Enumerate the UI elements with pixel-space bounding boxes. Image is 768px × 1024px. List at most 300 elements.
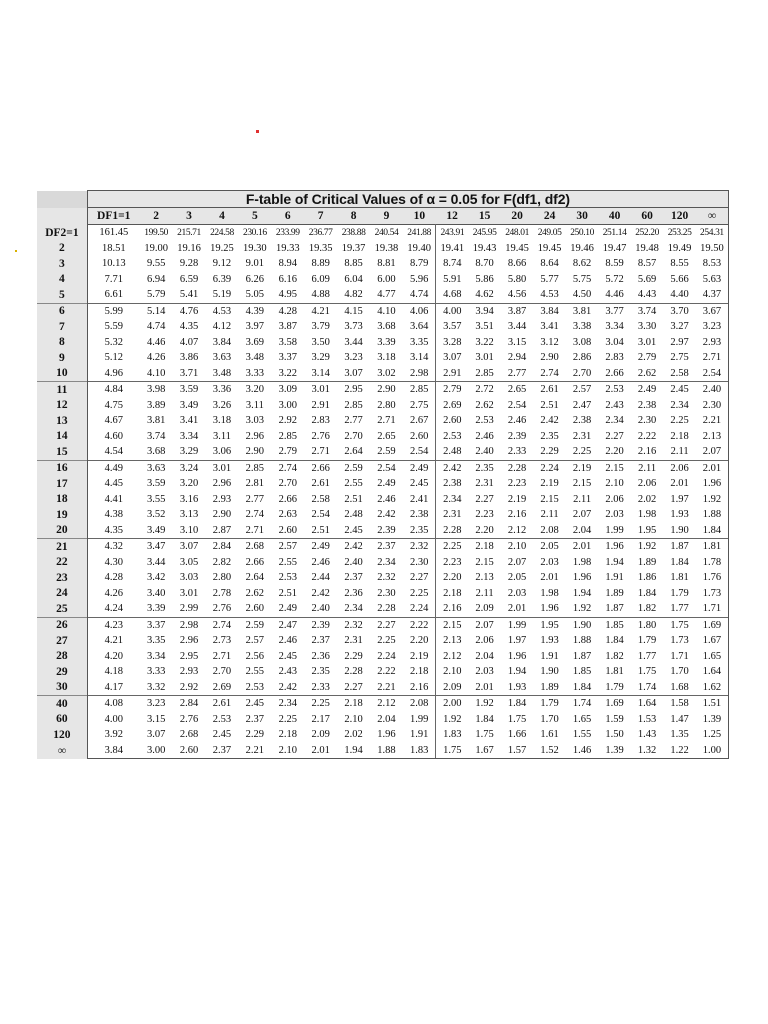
table-cell: 2.97: [663, 335, 696, 351]
table-cell: 6.09: [304, 272, 337, 288]
table-cell: 3.84: [533, 303, 566, 319]
table-cell: 3.35: [403, 335, 436, 351]
table-cell: 1.79: [598, 680, 631, 696]
row-header: 9: [37, 350, 87, 366]
table-cell: 3.74: [140, 429, 173, 445]
table-cell: 3.47: [140, 539, 173, 555]
table-row: [37, 366, 729, 382]
table-cell: 3.41: [533, 319, 566, 335]
table-cell: 2.55: [337, 476, 370, 492]
table-cell: 4.07: [173, 335, 206, 351]
table-cell: 243.91: [436, 225, 469, 241]
table-cell: 2.99: [173, 601, 206, 617]
table-cell: 1.75: [436, 743, 469, 759]
row-header: 8: [37, 335, 87, 351]
table-cell: 6.26: [238, 272, 271, 288]
table-cell: 2.28: [337, 664, 370, 680]
table-cell: 19.49: [663, 241, 696, 257]
table-cell: 2.39: [501, 429, 534, 445]
table-cell: 1.64: [631, 696, 664, 712]
table-cell: 1.66: [501, 727, 534, 743]
table-cell: 3.42: [140, 570, 173, 586]
table-cell: 2.70: [205, 664, 238, 680]
row-header: DF2=1: [37, 225, 87, 241]
table-cell: 2.37: [337, 570, 370, 586]
row-header: 27: [37, 633, 87, 649]
table-cell: 2.77: [501, 366, 534, 382]
row-header: 120: [37, 727, 87, 743]
table-cell: 3.59: [140, 476, 173, 492]
table-cell: 2.74: [205, 617, 238, 633]
table-cell: 3.10: [173, 523, 206, 539]
table-cell: 2.32: [337, 617, 370, 633]
table-cell: 19.16: [173, 241, 206, 257]
table-cell: 1.96: [566, 570, 599, 586]
table-cell: 5.63: [696, 272, 729, 288]
table-cell: 1.85: [598, 617, 631, 633]
table-cell: 2.61: [533, 382, 566, 398]
table-cell: 1.97: [663, 492, 696, 508]
table-cell: 2.65: [501, 382, 534, 398]
table-row: [37, 444, 729, 460]
table-cell: 2.24: [533, 460, 566, 476]
table-cell: 1.61: [533, 727, 566, 743]
row-header: 21: [37, 539, 87, 555]
table-row: [37, 272, 729, 288]
table-cell: 238.88: [337, 225, 370, 241]
table-cell: 8.64: [533, 256, 566, 272]
table-cell: 2.74: [271, 460, 304, 476]
table-cell: 1.87: [663, 539, 696, 555]
table-cell: 2.53: [271, 570, 304, 586]
table-cell: 2.28: [370, 601, 403, 617]
column-header: 6: [271, 208, 304, 225]
table-cell: 1.82: [631, 601, 664, 617]
table-cell: 2.76: [205, 601, 238, 617]
table-cell: 2.07: [696, 444, 729, 460]
table-row: [37, 350, 729, 366]
table-cell: 2.38: [631, 398, 664, 414]
table-row: [37, 287, 729, 303]
table-cell: 3.06: [205, 444, 238, 460]
table-cell: 2.45: [271, 649, 304, 665]
row-header: 11: [37, 382, 87, 398]
table-cell: 2.15: [598, 460, 631, 476]
table-cell: 215.71: [173, 225, 206, 241]
table-cell: 2.80: [370, 398, 403, 414]
table-cell: 4.49: [87, 460, 139, 476]
table-row: [37, 696, 729, 712]
table-cell: 2.34: [663, 398, 696, 414]
table-cell: 2.41: [403, 492, 436, 508]
row-header: 26: [37, 617, 87, 633]
table-cell: 3.63: [140, 460, 173, 476]
table-cell: 2.22: [403, 617, 436, 633]
table-cell: 1.79: [631, 633, 664, 649]
table-cell: 2.48: [337, 507, 370, 523]
table-cell: 3.32: [140, 680, 173, 696]
table-cell: 3.57: [436, 319, 469, 335]
table-cell: 4.53: [533, 287, 566, 303]
table-cell: 2.06: [663, 460, 696, 476]
table-cell: 2.93: [205, 492, 238, 508]
row-header: 10: [37, 366, 87, 382]
table-cell: 2.42: [436, 460, 469, 476]
table-row: [37, 507, 729, 523]
table-cell: 4.26: [140, 350, 173, 366]
table-row: [37, 664, 729, 680]
table-cell: 2.19: [403, 649, 436, 665]
table-cell: 2.21: [370, 680, 403, 696]
table-cell: 6.61: [87, 287, 139, 303]
table-cell: 2.29: [533, 444, 566, 460]
table-cell: 4.46: [140, 335, 173, 351]
row-header: 13: [37, 413, 87, 429]
table-cell: 3.04: [598, 335, 631, 351]
table-cell: 2.00: [436, 696, 469, 712]
table-cell: 3.79: [304, 319, 337, 335]
table-cell: 4.28: [87, 570, 139, 586]
table-row: [37, 460, 729, 476]
table-cell: 2.13: [468, 570, 501, 586]
table-row: [37, 680, 729, 696]
table-cell: 4.95: [271, 287, 304, 303]
table-cell: 2.43: [598, 398, 631, 414]
table-cell: 3.22: [468, 335, 501, 351]
table-cell: 2.49: [370, 476, 403, 492]
table-cell: 3.52: [140, 507, 173, 523]
table-cell: 1.65: [696, 649, 729, 665]
table-cell: 2.62: [468, 398, 501, 414]
table-cell: 2.19: [533, 476, 566, 492]
table-cell: 2.68: [173, 727, 206, 743]
table-cell: 8.70: [468, 256, 501, 272]
table-cell: 3.84: [87, 743, 139, 759]
table-cell: 3.09: [271, 382, 304, 398]
table-cell: 2.17: [304, 712, 337, 728]
table-cell: 5.79: [140, 287, 173, 303]
table-cell: 3.14: [304, 366, 337, 382]
table-cell: 2.03: [501, 586, 534, 602]
table-cell: 2.04: [468, 649, 501, 665]
table-cell: 18.51: [87, 241, 139, 257]
table-cell: 1.92: [566, 601, 599, 617]
table-cell: 2.35: [304, 664, 337, 680]
row-header: 5: [37, 287, 87, 303]
table-cell: 2.33: [304, 680, 337, 696]
table-cell: 1.89: [598, 586, 631, 602]
table-cell: 2.15: [436, 617, 469, 633]
table-cell: 2.01: [304, 743, 337, 759]
table-cell: 3.30: [631, 319, 664, 335]
table-cell: 1.75: [663, 617, 696, 633]
table-cell: 1.86: [631, 570, 664, 586]
table-cell: 4.18: [87, 664, 139, 680]
table-cell: 3.44: [501, 319, 534, 335]
table-cell: 2.18: [436, 586, 469, 602]
row-header: 18: [37, 492, 87, 508]
table-cell: 2.60: [271, 523, 304, 539]
table-cell: 2.37: [370, 539, 403, 555]
table-cell: 4.26: [87, 586, 139, 602]
table-cell: 2.67: [403, 413, 436, 429]
table-cell: 1.96: [696, 476, 729, 492]
table-cell: 9.55: [140, 256, 173, 272]
table-cell: 2.18: [337, 696, 370, 712]
table-cell: 2.05: [501, 570, 534, 586]
table-cell: 1.84: [598, 633, 631, 649]
table-cell: 2.25: [370, 633, 403, 649]
table-cell: 251.14: [598, 225, 631, 241]
table-cell: 2.34: [370, 555, 403, 571]
table-cell: 230.16: [238, 225, 271, 241]
table-cell: 3.34: [598, 319, 631, 335]
table-cell: 3.81: [140, 413, 173, 429]
table-row: [37, 601, 729, 617]
table-cell: 2.22: [631, 429, 664, 445]
table-cell: 2.57: [271, 539, 304, 555]
table-cell: 4.12: [205, 319, 238, 335]
table-cell: 4.75: [87, 398, 139, 414]
table-cell: 3.68: [140, 444, 173, 460]
table-cell: 5.12: [87, 350, 139, 366]
table-cell: 3.01: [468, 350, 501, 366]
table-cell: 2.95: [173, 649, 206, 665]
table-cell: 2.32: [403, 539, 436, 555]
table-cell: 2.63: [271, 507, 304, 523]
column-header: 40: [598, 208, 631, 225]
table-cell: 4.21: [304, 303, 337, 319]
table-cell: 2.85: [337, 398, 370, 414]
table-cell: 3.01: [205, 460, 238, 476]
table-cell: 4.15: [337, 303, 370, 319]
table-row: [37, 570, 729, 586]
table-cell: 1.90: [533, 664, 566, 680]
table-corner: [37, 191, 87, 208]
table-cell: 1.92: [631, 539, 664, 555]
table-cell: 1.77: [631, 649, 664, 665]
table-cell: 2.79: [436, 382, 469, 398]
table-cell: 2.20: [436, 570, 469, 586]
table-cell: 2.11: [533, 507, 566, 523]
column-header: DF1=1: [87, 208, 139, 225]
table-cell: 1.92: [468, 696, 501, 712]
table-cell: 2.92: [173, 680, 206, 696]
table-cell: 1.84: [468, 712, 501, 728]
table-cell: 2.58: [304, 492, 337, 508]
table-cell: 1.84: [696, 523, 729, 539]
table-cell: 3.01: [173, 586, 206, 602]
table-cell: 2.19: [566, 460, 599, 476]
table-cell: 1.78: [696, 555, 729, 571]
table-cell: 1.25: [696, 727, 729, 743]
table-cell: 1.90: [566, 617, 599, 633]
table-row: [37, 649, 729, 665]
table-cell: 4.23: [87, 617, 139, 633]
table-cell: 2.71: [205, 649, 238, 665]
table-cell: 2.56: [238, 649, 271, 665]
table-cell: 3.29: [304, 350, 337, 366]
table-cell: 1.94: [337, 743, 370, 759]
table-cell: 2.54: [696, 366, 729, 382]
table-cell: 252.20: [631, 225, 664, 241]
table-cell: 3.15: [501, 335, 534, 351]
table-cell: 1.93: [501, 680, 534, 696]
table-row: [37, 241, 729, 257]
table-cell: 2.15: [533, 492, 566, 508]
table-cell: 2.96: [173, 633, 206, 649]
table-cell: 1.00: [696, 743, 729, 759]
table-cell: 2.48: [436, 444, 469, 460]
table-cell: 1.93: [663, 507, 696, 523]
table-cell: 4.41: [87, 492, 139, 508]
row-header: 24: [37, 586, 87, 602]
table-cell: 1.64: [696, 664, 729, 680]
table-cell: 2.21: [696, 413, 729, 429]
table-cell: 3.01: [304, 382, 337, 398]
table-cell: 3.08: [566, 335, 599, 351]
table-cell: 2.53: [205, 712, 238, 728]
column-header: 7: [304, 208, 337, 225]
table-cell: 1.43: [631, 727, 664, 743]
table-cell: 4.32: [87, 539, 139, 555]
table-cell: 1.84: [501, 696, 534, 712]
table-cell: 2.02: [337, 727, 370, 743]
table-cell: 3.23: [337, 350, 370, 366]
table-cell: 2.74: [533, 366, 566, 382]
table-cell: 2.16: [631, 444, 664, 460]
table-cell: 3.27: [663, 319, 696, 335]
table-cell: 3.03: [173, 570, 206, 586]
table-cell: 1.76: [696, 570, 729, 586]
table-cell: 1.89: [533, 680, 566, 696]
table-cell: 5.59: [87, 319, 139, 335]
table-cell: 19.43: [468, 241, 501, 257]
table-cell: 3.69: [238, 335, 271, 351]
table-cell: 3.77: [598, 303, 631, 319]
table-cell: 1.94: [566, 586, 599, 602]
table-cell: 1.77: [663, 601, 696, 617]
table-cell: 2.92: [271, 413, 304, 429]
row-header: 30: [37, 680, 87, 696]
row-header: 17: [37, 476, 87, 492]
table-cell: 199.50: [140, 225, 173, 241]
table-cell: 2.30: [631, 413, 664, 429]
table-cell: 19.35: [304, 241, 337, 257]
table-cell: 3.18: [205, 413, 238, 429]
table-cell: 4.67: [87, 413, 139, 429]
table-cell: 1.93: [533, 633, 566, 649]
table-cell: 3.24: [173, 460, 206, 476]
table-cell: 1.87: [566, 649, 599, 665]
table-cell: 2.53: [468, 413, 501, 429]
table-cell: 2.10: [436, 664, 469, 680]
table-cell: 2.46: [370, 492, 403, 508]
row-header: 25: [37, 601, 87, 617]
table-cell: 1.83: [403, 743, 436, 759]
table-cell: 2.43: [271, 664, 304, 680]
table-cell: 4.76: [173, 303, 206, 319]
table-cell: 2.31: [566, 429, 599, 445]
table-cell: 2.73: [205, 633, 238, 649]
table-cell: 1.89: [631, 555, 664, 571]
table-cell: 1.32: [631, 743, 664, 759]
table-cell: 6.39: [205, 272, 238, 288]
table-cell: 3.48: [238, 350, 271, 366]
table-cell: 4.77: [370, 287, 403, 303]
table-cell: 2.46: [468, 429, 501, 445]
table-cell: 2.06: [598, 492, 631, 508]
table-cell: 1.53: [631, 712, 664, 728]
table-cell: 2.51: [271, 586, 304, 602]
column-header: 15: [468, 208, 501, 225]
table-cell: 3.50: [304, 335, 337, 351]
table-cell: 1.96: [533, 601, 566, 617]
table-cell: 1.50: [598, 727, 631, 743]
table-cell: 2.30: [696, 398, 729, 414]
table-row: [37, 382, 729, 398]
table-cell: 5.41: [173, 287, 206, 303]
table-cell: 2.40: [304, 601, 337, 617]
table-cell: 2.42: [304, 586, 337, 602]
table-cell: 2.79: [631, 350, 664, 366]
table-cell: 1.98: [533, 586, 566, 602]
table-cell: 2.66: [304, 460, 337, 476]
table-cell: 4.00: [87, 712, 139, 728]
table-cell: 4.37: [696, 287, 729, 303]
table-cell: 4.74: [140, 319, 173, 335]
table-cell: 2.74: [238, 507, 271, 523]
table-cell: 2.57: [566, 382, 599, 398]
table-cell: 2.98: [403, 366, 436, 382]
table-cell: 2.25: [663, 413, 696, 429]
row-header: 20: [37, 523, 87, 539]
table-cell: 4.40: [663, 287, 696, 303]
table-cell: 2.25: [304, 696, 337, 712]
table-cell: 6.59: [173, 272, 206, 288]
table-cell: 2.11: [663, 444, 696, 460]
table-cell: 1.80: [631, 617, 664, 633]
table-cell: 3.89: [140, 398, 173, 414]
table-cell: 3.18: [370, 350, 403, 366]
row-header: 60: [37, 712, 87, 728]
table-cell: 9.12: [205, 256, 238, 272]
table-cell: 5.69: [631, 272, 664, 288]
table-cell: 2.53: [598, 382, 631, 398]
table-cell: 2.32: [370, 570, 403, 586]
table-row: [37, 413, 729, 429]
table-cell: 5.66: [663, 272, 696, 288]
table-cell: 2.09: [436, 680, 469, 696]
row-header: 4: [37, 272, 87, 288]
table-cell: 2.02: [631, 492, 664, 508]
table-cell: 2.33: [501, 444, 534, 460]
table-cell: 1.52: [533, 743, 566, 759]
table-cell: 2.71: [370, 413, 403, 429]
table-cell: 3.33: [140, 664, 173, 680]
table-cell: 3.02: [370, 366, 403, 382]
table-cell: 2.61: [205, 696, 238, 712]
table-cell: 2.15: [566, 476, 599, 492]
table-cell: 1.88: [566, 633, 599, 649]
table-cell: 2.25: [566, 444, 599, 460]
table-cell: 2.35: [533, 429, 566, 445]
table-cell: 1.73: [696, 586, 729, 602]
table-cell: 2.31: [468, 476, 501, 492]
table-cell: 7.71: [87, 272, 139, 288]
table-cell: 2.96: [205, 476, 238, 492]
table-cell: 1.84: [566, 680, 599, 696]
